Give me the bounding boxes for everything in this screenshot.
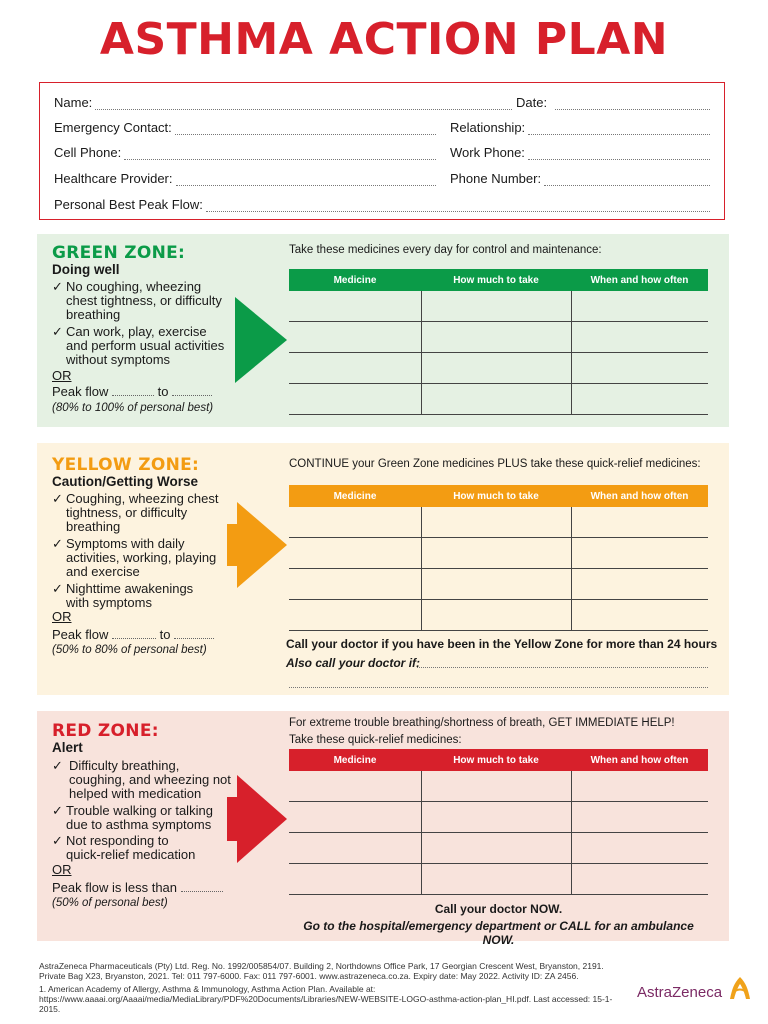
yellow-peak-low-field[interactable] xyxy=(112,628,156,639)
date-label: Date: xyxy=(516,95,548,110)
phone-number-label: Phone Number: xyxy=(450,171,542,186)
info-row-emergency xyxy=(54,117,710,135)
info-row-peak-flow xyxy=(54,194,710,212)
yellow-or: OR xyxy=(52,609,72,624)
yellow-percent: (50% to 80% of personal best) xyxy=(52,644,207,656)
yellow-peak-high-field[interactable] xyxy=(174,628,214,639)
green-or: OR xyxy=(52,368,72,383)
emergency-contact-label: Emergency Contact: xyxy=(54,120,172,135)
info-row-name xyxy=(54,92,710,110)
peak-flow-label: Personal Best Peak Flow: xyxy=(54,197,203,212)
red-instruction-2: Take these quick-relief medicines: xyxy=(289,734,462,746)
table-row xyxy=(289,833,708,864)
red-symptom-3: ✓ Not responding to quick-relief medication xyxy=(52,833,196,862)
phone-number-field[interactable] xyxy=(544,173,710,186)
green-th-when: When and how often xyxy=(590,274,689,286)
work-phone-label: Work Phone: xyxy=(450,145,525,160)
red-zone xyxy=(37,711,729,947)
check-icon: ✓ xyxy=(52,279,63,294)
red-or: OR xyxy=(52,862,72,877)
table-row xyxy=(289,802,708,833)
green-percent: (80% to 100% of personal best) xyxy=(52,402,214,414)
footer-company-info: AstraZeneca Pharmaceuticals (Pty) Ltd. Reg. No. 1992/005854/07. Building 2, Northdowns Office Park, 17 Georgian Crescent West, Bryanston, 2191. Private Bag X23, Bryanston, 2021. Tel: 011 797-6000. Fax: 011 797-6001. www.astrazeneca.co.za. Expiry date: May 2022. Activity ID: ZA 2456. xyxy=(39,961,604,981)
yellow-th-how-much: How much to take xyxy=(453,490,539,502)
red-symptom-1: ✓ Difficulty breathing, coughing, and wheezing not helped with medication xyxy=(52,758,231,801)
table-row xyxy=(289,507,708,538)
check-icon: ✓ xyxy=(52,324,63,339)
yellow-arrow-icon xyxy=(227,502,287,588)
green-peak-flow: Peak flow to xyxy=(52,384,212,399)
healthcare-provider-label: Healthcare Provider: xyxy=(54,171,173,186)
green-zone xyxy=(37,234,729,427)
red-instruction-1: For extreme trouble breathing/shortness of breath, GET IMMEDIATE HELP! xyxy=(289,717,675,729)
footer-reference: 1. American Academy of Allergy, Asthma & Immunology, Asthma Action Plan. Available at: https://www.aaaai.org/Aaaai/media/MediaLibrary/PDF%20Documents/Libraries/NEW-WEBSITE-LOGO-asthma-action-plan_HI.pdf. Last accessed: 15-1-2015. xyxy=(39,984,613,1014)
emergency-contact-field[interactable] xyxy=(175,122,436,135)
yellow-instruction: CONTINUE your Green Zone medicines PLUS take these quick-relief medicines: xyxy=(289,458,701,470)
table-row xyxy=(289,384,708,415)
yellow-symptom-1: ✓ Coughing, wheezing chest tightness, or difficulty breathing xyxy=(52,491,219,534)
peak-flow-field[interactable] xyxy=(206,199,710,212)
cell-phone-field[interactable] xyxy=(124,147,436,160)
red-percent: (50% of personal best) xyxy=(52,897,168,909)
red-zone-title: RED ZONE: xyxy=(52,721,159,741)
yellow-zone xyxy=(37,443,729,695)
patient-info-box xyxy=(39,82,725,220)
yellow-also-call: Also call your doctor if: xyxy=(286,656,421,670)
check-icon: ✓ xyxy=(52,803,63,818)
green-medicine-table xyxy=(289,269,708,415)
table-row xyxy=(289,353,708,384)
green-symptom-2: ✓ Can work, play, exercise and perform usual activities without symptoms xyxy=(52,324,225,367)
yellow-symptom-3: ✓ Nighttime awakenings with symptoms xyxy=(52,581,194,610)
green-peak-high-field[interactable] xyxy=(172,385,212,396)
table-row xyxy=(289,538,708,569)
yellow-th-when: When and how often xyxy=(590,490,689,502)
yellow-th-medicine: Medicine xyxy=(333,490,377,502)
green-arrow-icon xyxy=(235,297,287,383)
date-field[interactable] xyxy=(555,97,710,110)
green-th-how-much: How much to take xyxy=(453,274,539,286)
green-peak-low-field[interactable] xyxy=(112,385,154,396)
table-row xyxy=(289,600,708,631)
red-zone-subtitle: Alert xyxy=(52,740,83,755)
healthcare-provider-field[interactable] xyxy=(176,173,437,186)
red-go-hospital: Go to the hospital/emergency department or CALL for an ambulance NOW. xyxy=(303,919,694,947)
red-peak-field[interactable] xyxy=(181,881,223,892)
yellow-peak-flow: Peak flow to xyxy=(52,627,214,642)
green-th-medicine: Medicine xyxy=(333,274,377,286)
yellow-medicine-table xyxy=(289,485,708,631)
astrazeneca-logo-icon xyxy=(728,975,752,1001)
green-zone-subtitle: Doing well xyxy=(52,262,120,277)
yellow-also-call-field[interactable] xyxy=(417,667,708,668)
check-icon: ✓ xyxy=(52,536,63,551)
table-row xyxy=(289,864,708,895)
info-row-provider xyxy=(54,168,710,186)
red-medicine-table xyxy=(289,749,708,895)
check-icon: ✓ xyxy=(52,581,63,596)
yellow-call-doctor: Call your doctor if you have been in the Yellow Zone for more than 24 hours xyxy=(286,637,718,651)
green-zone-title: GREEN ZONE: xyxy=(52,243,186,263)
page-title: ASTHMA ACTION PLAN xyxy=(99,14,669,65)
table-row xyxy=(289,771,708,802)
green-symptom-1: ✓ No coughing, wheezing chest tightness, or difficulty breathing xyxy=(52,279,222,322)
cell-phone-label: Cell Phone: xyxy=(54,145,122,160)
table-row xyxy=(289,291,708,322)
red-th-how-much: How much to take xyxy=(453,754,539,766)
red-arrow-icon xyxy=(227,775,287,863)
work-phone-field[interactable] xyxy=(528,147,710,160)
check-icon: ✓ xyxy=(52,491,63,506)
name-label: Name: xyxy=(54,95,93,110)
astrazeneca-brand: AstraZeneca xyxy=(637,984,723,1001)
table-row xyxy=(289,322,708,353)
relationship-label: Relationship: xyxy=(450,120,526,135)
check-icon: ✓ xyxy=(52,758,63,773)
red-th-when: When and how often xyxy=(590,754,689,766)
red-peak-flow: Peak flow is less than xyxy=(52,880,223,895)
yellow-symptom-2: ✓ Symptoms with daily activities, working, playing and exercise xyxy=(52,536,217,579)
red-symptom-2: ✓ Trouble walking or talking due to asthma symptoms xyxy=(52,803,213,832)
yellow-zone-title: YELLOW ZONE: xyxy=(52,455,200,475)
yellow-also-call-field-2[interactable] xyxy=(289,687,708,688)
check-icon: ✓ xyxy=(52,833,63,848)
green-instruction: Take these medicines every day for control and maintenance: xyxy=(289,244,602,256)
table-row xyxy=(289,569,708,600)
relationship-field[interactable] xyxy=(528,122,710,135)
red-call-now: Call your doctor NOW. xyxy=(434,902,563,916)
red-th-medicine: Medicine xyxy=(333,754,377,766)
name-field[interactable] xyxy=(95,97,512,110)
yellow-zone-subtitle: Caution/Getting Worse xyxy=(52,474,199,489)
info-row-phones xyxy=(54,142,710,160)
